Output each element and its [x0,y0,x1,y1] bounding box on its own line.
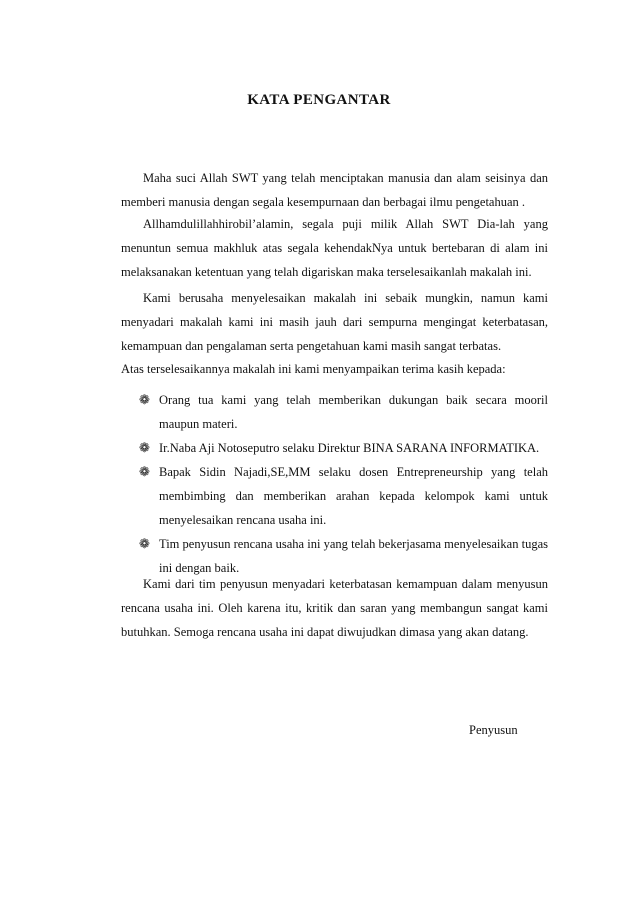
flower-bullet-icon: ❁ [139,392,150,407]
list-item [121,460,548,532]
paragraph-4: Atas terselesaikannya makalah ini kami menyampaikan terima kasih kepada: [121,362,506,376]
list-item [121,388,548,436]
flower-bullet-icon: ❁ [139,464,150,479]
paragraph-1: Maha suci Allah SWT yang telah menciptakan manusia dan alam seisinya dan memberi manusia dengan segala kesempurnaan dan berbagai ilmu pengetahuan . [121,171,548,209]
list-item-text: Ir.Naba Aji Notoseputro selaku Direktur BINA SARANA INFORMATIKA. [159,441,540,455]
list-item-text: Bapak Sidin Najadi,SE,MM selaku dosen Entrepreneurship yang telah membimbing dan memberikan arahan kepada kelompok kami untuk menyelesaikan rencana usaha ini. [159,465,548,527]
paragraph-3: Kami berusaha menyelesaikan makalah ini sebaik mungkin, namun kami menyadari makalah kami ini masih jauh dari sempurna mengingat keterbatasan, kemampuan dan pengalaman serta pengetahuan kami masih sangat terbatas. [121,291,548,353]
list-item-text: Orang tua kami yang telah memberikan dukungan baik secara mooril maupun materi. [159,393,548,431]
paragraph-2: Allhamdulillahhirobil’alamin, segala puji milik Allah SWT Dia-lah yang menuntun semua makhluk atas segala kehendakNya untuk bertebaran di alam ini melaksanakan ketentuan yang telah digariskan maka terselesaikanlah makalah ini. [121,217,548,279]
page-title: KATA PENGANTAR [247,92,391,108]
list-item-text: Tim penyusun rencana usaha ini yang telah bekerjasama menyelesaikan tugas ini dengan baik. [159,537,548,575]
paragraph-5: Kami dari tim penyusun menyadari keterbatasan kemampuan dalam menyusun rencana usaha ini. Oleh karena itu, kritik dan saran yang membangun sangat kami butuhkan. Semoga rencana usaha ini dapat diwujudkan dimasa yang akan datang. [121,577,548,639]
flower-bullet-icon: ❁ [139,440,150,455]
signature: Penyusun [469,723,518,737]
flower-bullet-icon: ❁ [139,536,150,551]
list-item [121,436,548,460]
thanks-list [121,388,548,580]
